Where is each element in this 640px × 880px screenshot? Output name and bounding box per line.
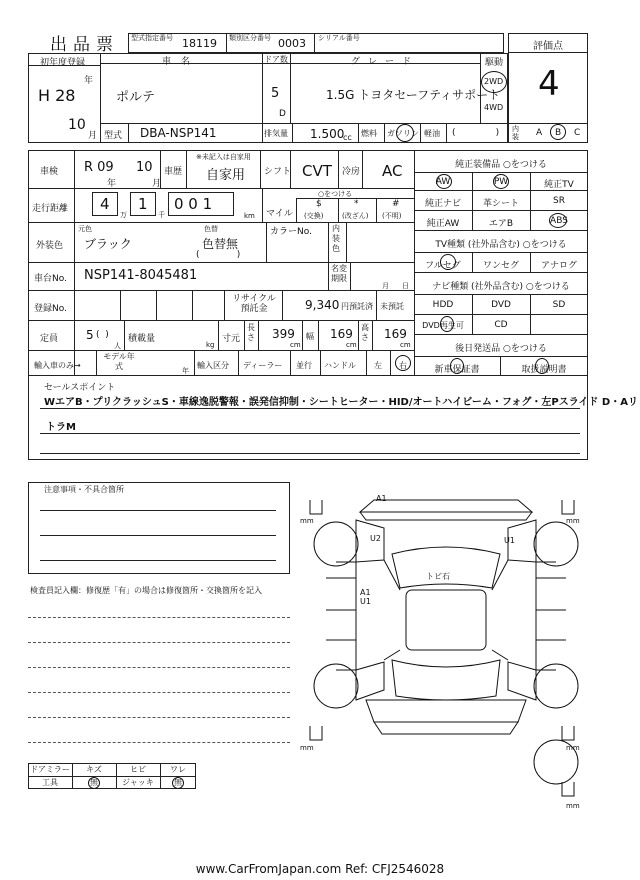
inspection-month: 10	[136, 160, 153, 175]
doors-label: ドア数	[264, 55, 288, 64]
equip-pw: PW	[493, 177, 509, 187]
sales-line2: トラM	[46, 422, 76, 433]
color-no-label: カラーNo.	[270, 227, 312, 237]
type-label: 型式	[104, 131, 123, 141]
doors-value: 5	[271, 86, 280, 101]
history-value: 自家用	[206, 168, 246, 183]
exchange-label: (交換)	[304, 212, 324, 220]
width-value: 169	[330, 327, 353, 341]
month-unit: 月	[88, 131, 98, 141]
unknown-label: (不明)	[382, 212, 402, 220]
inspection-label: 車検	[40, 167, 59, 177]
chassis-label: 車台No.	[34, 274, 67, 284]
damage-u2: U2	[370, 534, 381, 543]
shift-value: CVT	[302, 162, 332, 180]
damage-a1-mid: A1	[360, 588, 371, 597]
navi-dvd-play-circle	[440, 316, 454, 332]
grade-value: 1.5G トヨタセーフティサポート	[326, 88, 501, 102]
recycle-value: 9,340	[305, 298, 340, 312]
ac-label: 冷房	[342, 167, 361, 177]
mileage-rest: 0 0 1	[174, 195, 213, 213]
displacement-value: 1.500	[310, 127, 345, 141]
class-code: 0003	[278, 37, 306, 50]
fuel-circle	[396, 124, 414, 142]
model-code: 18119	[182, 37, 217, 50]
model-code-label: 型式指定番号	[131, 34, 173, 42]
history-note: ※未記入は自家用	[196, 153, 251, 161]
legend-jack-value: 無	[174, 778, 182, 787]
interior-color-label: 内装色	[332, 224, 340, 253]
equip-sr: SR	[553, 196, 565, 206]
interior-b-circle	[550, 124, 566, 140]
mile-label: マイル	[266, 209, 293, 219]
legend-tools: 工具	[42, 778, 58, 787]
navi-label: ナビ種類 (社外品含む) ○をつける	[432, 282, 570, 292]
first-reg-era: H 28	[38, 86, 76, 105]
mileage-man: 4	[100, 195, 110, 213]
footer-ref: www.CarFromJapan.com Ref: CFJ2546028	[195, 862, 445, 876]
later-label: 後日発送品 ○をつける	[455, 344, 547, 354]
dim-label: 寸元	[222, 334, 241, 344]
interior-a: A	[536, 128, 543, 138]
equip-abs: ABS	[550, 216, 568, 226]
history-label: 車歴	[164, 167, 183, 177]
equip-aw: AW	[435, 177, 451, 187]
genuine-label: 純正装備品 ○をつける	[455, 160, 547, 170]
interior-b: B	[555, 128, 562, 138]
drive-2wd: 2WD	[484, 77, 504, 86]
reg-label: 登録No.	[34, 304, 67, 314]
exterior-color: ブラック	[84, 237, 132, 251]
diesel-label: 軽油	[424, 129, 440, 138]
displacement-label: 排気量	[264, 129, 288, 138]
equip-tv: 純正TV	[544, 180, 574, 190]
serial-label: シリアル番号	[318, 34, 360, 42]
inspection-era: R 09	[84, 160, 114, 175]
length-value: 399	[272, 327, 295, 341]
later-warranty: 新車保証書	[434, 365, 480, 375]
legend-jack: ジャッキ	[122, 778, 154, 787]
damage-stone: トビ石	[426, 572, 450, 581]
load-label: 積載量	[128, 334, 156, 344]
equip-leather: 革シート	[482, 199, 519, 209]
recycle-unit: 円預託済	[341, 302, 373, 311]
chassis-value: NSP141-8045481	[84, 268, 198, 283]
dealer-label: ディーラー	[243, 361, 283, 370]
type-value: DBA-NSP141	[140, 126, 217, 140]
navi-hdd: HDD	[432, 300, 454, 310]
first-reg-month: 10	[68, 117, 86, 133]
parallel-label: 並行	[296, 361, 312, 370]
tv-fullseg: フルセグ	[425, 261, 461, 271]
color-change: 色替無	[202, 237, 239, 251]
score-label: 評価点	[533, 41, 563, 52]
ac-value: AC	[382, 162, 403, 180]
equip-genuine-aw: 純正AW	[426, 219, 460, 229]
doors-sub: D	[279, 109, 286, 119]
handle-left: 左	[374, 361, 382, 370]
sales-line1: WエアB・プリクラッシュS・車線逸脱警報・誤発信抑制・シートヒーター・HID/オートハイビーム・フォグ・左Pスライド D・Aリ	[44, 397, 638, 408]
cc-unit: cc	[343, 133, 352, 142]
mileage-sen: 1	[138, 195, 148, 213]
recycle-label: リサイクル預託金	[232, 294, 276, 314]
navi-dvd: DVD	[491, 300, 511, 310]
shift-label: シフト	[264, 167, 292, 177]
import-type-label: 輸入区分	[197, 361, 229, 370]
legend-tools-value: 無	[90, 778, 98, 787]
equip-airbag: エアB	[488, 219, 514, 229]
drive-label: 駆動	[484, 58, 503, 68]
model-year-label: モデル年式	[103, 352, 135, 371]
circle-note: ○をつける	[318, 190, 353, 198]
capacity-value: 5	[86, 328, 94, 342]
class-code-label: 類別区分番号	[229, 34, 271, 42]
damage-u1-mid: U1	[360, 597, 371, 606]
equip-navi: 純正ナビ	[424, 199, 461, 209]
recycle-unpaid: 未預託	[380, 302, 404, 311]
sales-label: セールスポイント	[44, 383, 116, 393]
later-warranty-circle	[450, 358, 464, 374]
inspector-label: 検査員記入欄：修復歴「有」の場合は修復箇所・交換箇所を記入	[30, 586, 262, 595]
fuel-label: 燃料	[361, 129, 377, 138]
name-change-label: 名変期限	[331, 264, 347, 283]
year-unit: 年	[84, 76, 94, 86]
interior-label: 内装	[512, 125, 519, 141]
car-name-label: 車名	[161, 57, 200, 67]
car-name: ポルテ	[116, 90, 156, 105]
modified-label: (改ざん)	[342, 212, 369, 220]
equip-aw-circle	[436, 174, 452, 189]
later-manual-circle	[535, 358, 549, 374]
grade-label: グレード	[350, 57, 419, 67]
damage-a1-top: A1	[376, 494, 387, 503]
fuel-value: ガソリン	[387, 129, 419, 138]
handle-right: 右	[399, 361, 407, 370]
navi-cd: CD	[494, 320, 508, 330]
damage-u1: U1	[504, 536, 515, 545]
tv-analog: アナログ	[540, 261, 577, 271]
tv-label: TV種類 (社外品含む) ○をつける	[435, 240, 567, 250]
height-value: 169	[384, 327, 407, 341]
navi-sd: SD	[552, 300, 566, 310]
equip-abs-circle	[549, 213, 567, 228]
drive-4wd: 4WD	[484, 103, 504, 112]
mileage-label: 走行距離	[32, 204, 69, 214]
import-label: 輸入車のみ→	[34, 361, 81, 370]
first-reg-label: 初年度登録	[40, 58, 86, 68]
tv-fullseg-circle	[440, 254, 456, 270]
exterior-label: 外装色	[36, 241, 64, 251]
handle-right-circle	[395, 355, 411, 371]
caution-label: 注意事項・不具合箇所	[44, 485, 124, 494]
page-title: 出品票	[50, 35, 119, 55]
tv-oneseg: ワンセグ	[482, 261, 519, 271]
interior-c: C	[574, 128, 581, 138]
equip-pw-circle	[493, 174, 509, 189]
handle-label: ハンドル	[324, 361, 356, 370]
score-value: 4	[538, 64, 560, 104]
navi-dvd-play: DVD再生可	[422, 321, 464, 330]
capacity-label: 定員	[40, 334, 59, 344]
car-diagram	[296, 490, 596, 810]
later-manual: 取扱説明書	[521, 365, 567, 375]
